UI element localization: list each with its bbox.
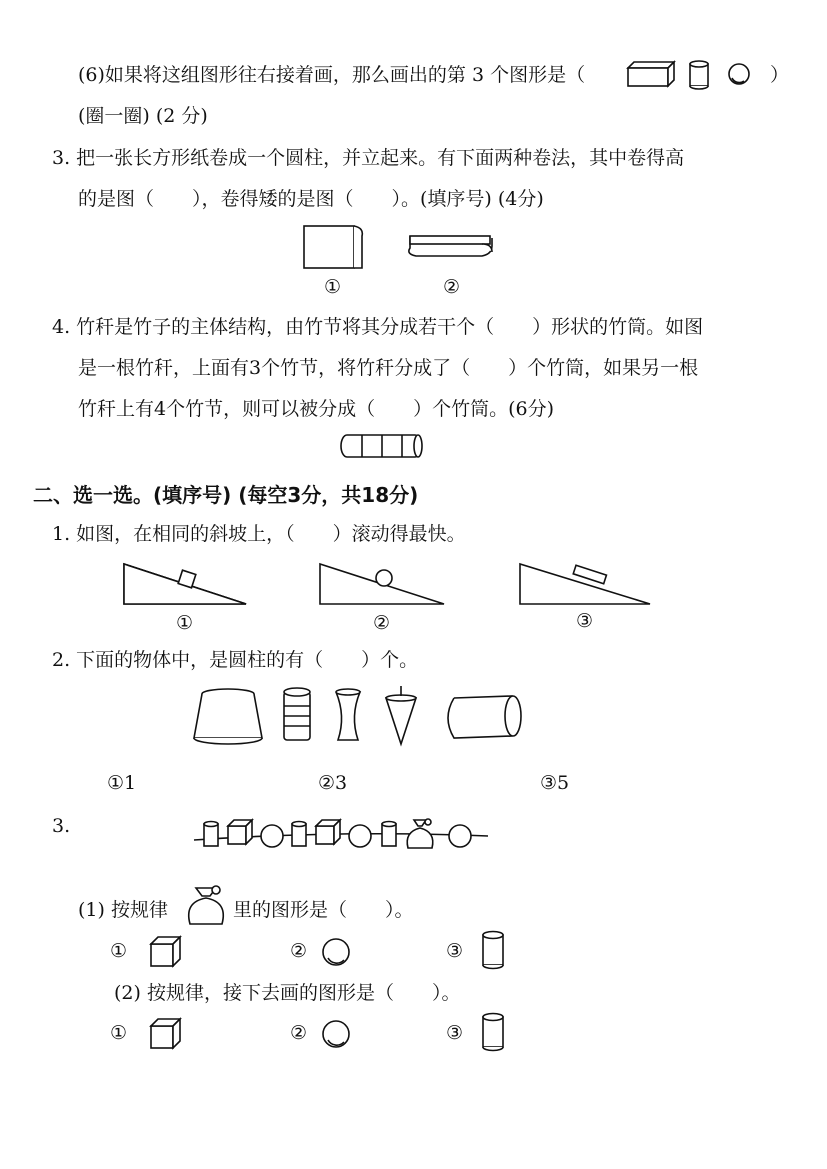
s2q2-option-1[interactable]: ①1 (107, 772, 137, 794)
slope-label-2: ② (373, 612, 391, 634)
pattern-sphere-3 (449, 825, 471, 847)
s2q2-option-2[interactable]: ②3 (318, 772, 348, 794)
s2q3-sub1-suffix: 里的图形是（ ）。 (233, 899, 414, 921)
q6-line2: (圈一圈) (2 分) (78, 105, 208, 127)
s2q3-number: 3. (52, 815, 71, 837)
spinning-top-cone-figure (386, 686, 416, 744)
sphere-icon[interactable] (320, 936, 352, 968)
objects-figure (190, 686, 530, 748)
sphere-icon[interactable] (320, 1018, 352, 1050)
frustum-lampshade-figure (194, 689, 262, 744)
vase-figure (336, 689, 360, 740)
pattern-cylinder-1 (204, 822, 218, 847)
s2q2-text: 2. 下面的物体中，是圆柱的有（ ）个。 (52, 649, 419, 671)
s2q3-sub1-mark-2[interactable]: ② (290, 940, 308, 962)
s2q3-sub2-mark-2[interactable]: ② (290, 1022, 308, 1044)
sphere-icon[interactable] (729, 64, 749, 84)
battery-can-figure (284, 688, 310, 740)
q6-line1: (6)如果将这组图形往右接着画，那么画出的第 3 个图形是（ (78, 64, 586, 86)
q4-line1: 4. 竹秆是竹子的主体结构，由竹节将其分成若干个（ ）形状的竹筒。如图 (52, 316, 704, 338)
s2q3-sub1-mark-3[interactable]: ③ (446, 940, 464, 962)
s2q3-sub1-mark-1[interactable]: ① (110, 940, 128, 962)
s2q3-sub2-mark-1[interactable]: ① (110, 1022, 128, 1044)
cube-icon[interactable] (148, 934, 184, 968)
q3-line2: 的是图（ ），卷得矮的是图（ ）。(填序号) (4分) (78, 188, 544, 210)
q3-line1: 3. 把一张长方形纸卷成一个圆柱，并立起来。有下面两种卷法，其中卷得高 (52, 147, 685, 169)
cylinder-icon[interactable] (690, 61, 708, 89)
paper-roll-short-figure (409, 236, 492, 256)
q4-line2: 是一根竹秆，上面有3个竹节，将竹秆分成了（ ）个竹筒，如果另一根 (78, 357, 699, 379)
s2q2-option-3[interactable]: ③5 (540, 772, 570, 794)
barrel-figure (448, 696, 521, 738)
figure-label-1: ① (324, 276, 342, 298)
pattern-sphere-2 (349, 825, 371, 847)
pattern-cube-1 (228, 820, 252, 844)
s2q3-sub2-mark-3[interactable]: ③ (446, 1022, 464, 1044)
pattern-cube-2 (316, 820, 340, 844)
pattern-mystery-bag-icon (407, 819, 433, 848)
slope-with-cylinder-figure (520, 564, 650, 604)
q6-close-paren: ） (770, 64, 790, 86)
slope-with-cube-figure (124, 564, 246, 604)
rolling-paper-figures (300, 222, 510, 272)
cuboid-icon[interactable] (628, 62, 674, 86)
bamboo-figure (338, 432, 426, 460)
s2q1-text: 1. 如图，在相同的斜坡上，（ ）滚动得最快。 (52, 523, 466, 545)
pattern-cylinder-2 (292, 822, 306, 847)
figure-label-2: ② (443, 276, 461, 298)
pattern-sphere-1 (261, 825, 283, 847)
s2q3-sub1-prefix: (1) 按规律 (78, 899, 168, 921)
slope-label-1: ① (176, 612, 194, 634)
cylinder-icon[interactable] (480, 1012, 506, 1052)
slope-with-ball-figure (320, 564, 444, 604)
pattern-string-figure (192, 810, 492, 856)
pattern-cylinder-3 (382, 822, 396, 847)
cylinder-icon[interactable] (480, 930, 506, 970)
paper-roll-tall-figure (304, 226, 362, 268)
s2q3-sub2: (2) 按规律，接下去画的图形是（ ）。 (114, 982, 461, 1004)
q6-shape-options (626, 58, 756, 90)
slopes-figure (118, 558, 658, 608)
cube-icon[interactable] (148, 1016, 184, 1050)
slope-label-3: ③ (576, 610, 594, 632)
mystery-bag-icon (182, 880, 230, 928)
section2-heading: 二、选一选。(填序号) (每空3分，共18分) (33, 483, 419, 507)
q4-line3: 竹秆上有4个竹节，则可以被分成（ ）个竹筒。(6分) (78, 398, 555, 420)
